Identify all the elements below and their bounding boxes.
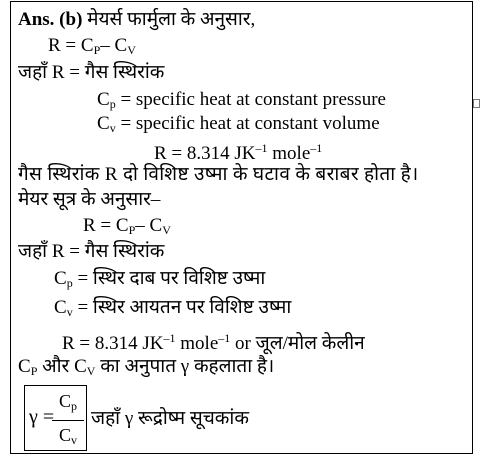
where-r: जहाँ R = गैस स्थिरांक	[18, 62, 165, 83]
gamma-formula-box	[24, 385, 87, 451]
side-marker	[473, 99, 480, 108]
cp-hindi: $C_p$ = स्थिर दाब पर विशिष्ट उष्मा	[54, 268, 266, 290]
answer-label: Ans. (b)	[18, 9, 83, 30]
answer-line	[18, 8, 255, 32]
gamma-equals: γ =	[29, 406, 55, 428]
ratio-line: $C_P$ और $C_V$ का अनुपात γ कहलाता है।	[18, 356, 275, 378]
cp-definition: $C_p$ = specific heat at constant pressure	[97, 89, 386, 111]
formula-r: $R = C_P-$ $C_V$	[48, 35, 136, 57]
gas-constant-line: गैस स्थिरांक R दो विशिष्ट उष्मा के घटाव के बराबर होता है।	[18, 164, 419, 185]
where-r-2: जहाँ R = गैस स्थिरांक	[18, 241, 165, 262]
fraction-denominator: $C_v$	[58, 425, 77, 447]
cv-hindi: $C_v$ = स्थिर आयतन पर विशिष्ट उष्मा	[54, 297, 292, 319]
fraction-bar	[52, 420, 84, 421]
mayer-line: मेयर सूत्र के अनुसार–	[18, 189, 161, 210]
r-value-2: R = 8.314 $JK^{-1}$ mole$^{-1}$ or जूल/मोल केलीन	[62, 331, 365, 354]
formula-r-2: $R = C_P-$ $C_V$	[83, 215, 171, 237]
r-value: R = 8.314 $JK^{-1}$ mole$^{-1}$	[154, 141, 323, 164]
cv-definition: $C_v$ = specific heat at constant volume	[97, 113, 380, 135]
gamma-caption: जहाँ γ रूद्रोष्म सूचकांक	[91, 408, 249, 429]
fraction-numerator: $C_p$	[58, 391, 77, 413]
mayer-formula-intro: मेयर्स फार्मुला के अनुसार,	[87, 9, 256, 30]
gamma-fraction	[52, 389, 84, 452]
